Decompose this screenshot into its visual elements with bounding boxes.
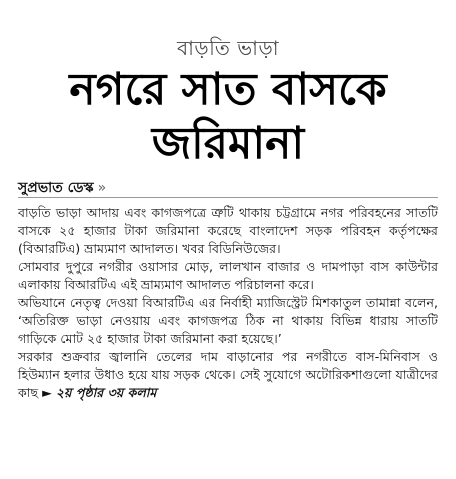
kicker: বাড়তি ভাড়া	[176, 36, 280, 60]
continue-arrow-icon: ►	[42, 385, 52, 400]
paragraph: বাড়তি ভাড়া আদায় এবং কাগজপত্রে ত্রুটি থাকায় চট্টগ্রামে নগর পরিবহনের সাতটি বাসকে ২৫ হাজার টাকা জরিমানা করেছে বাংলাদেশ সড়ক পরিবহন কর্তৃপক্ষের (বিআরটিএ) ভ্রাম্যমাণ আদালত। খবর বিডিনিউজের।	[18, 205, 438, 256]
divider	[18, 197, 438, 198]
paragraph: অভিযানে নেতৃত্ব দেওয়া বিআরটিএ এর নির্বাহী ম্যাজিস্ট্রেট মিশকাতুল তামান্না বলেন, ‘অতিরিক্ত ভাড়া নেওয়ায় এবং কাগজপত্র ঠিক না থাকায় বিভিন্ন ধারায় সাতটি গাড়িকে মোট ২৫ হাজার টাকা জরিমানা করা হয়েছে।’	[18, 295, 438, 346]
byline-author: সুপ্রভাত ডেস্ক	[18, 180, 94, 196]
chevron-right-icon: »	[97, 180, 107, 196]
article-body	[18, 204, 438, 402]
paragraph-last	[18, 348, 438, 402]
continuation-text: ২য় পৃষ্ঠার ৩য় কলাম	[55, 385, 157, 400]
headline-line-2: জরিমানা	[151, 118, 305, 169]
headline-line-1: নগরে সাত বাসকে	[69, 64, 387, 115]
paragraph-text: সরকার শুক্রবার জ্বালানি তেলের দাম বাড়ানোর পর নগরীতে বাস-মিনিবাস ও হিউম্যান হলার উধাও হয়ে যায় সড়ক থেকে। সেই সুযোগে অটোরিকশাগুলো যাত্রীদের কাছ	[18, 349, 438, 400]
paragraph: সোমবার দুপুরে নগরীর ওয়াসার মোড়, লালখান বাজার ও দামপাড়া বাস কাউন্টার এলাকায় বিআরটিএ এই ভ্রাম্যমাণ আদালত পরিচালনা করে।	[18, 259, 438, 292]
